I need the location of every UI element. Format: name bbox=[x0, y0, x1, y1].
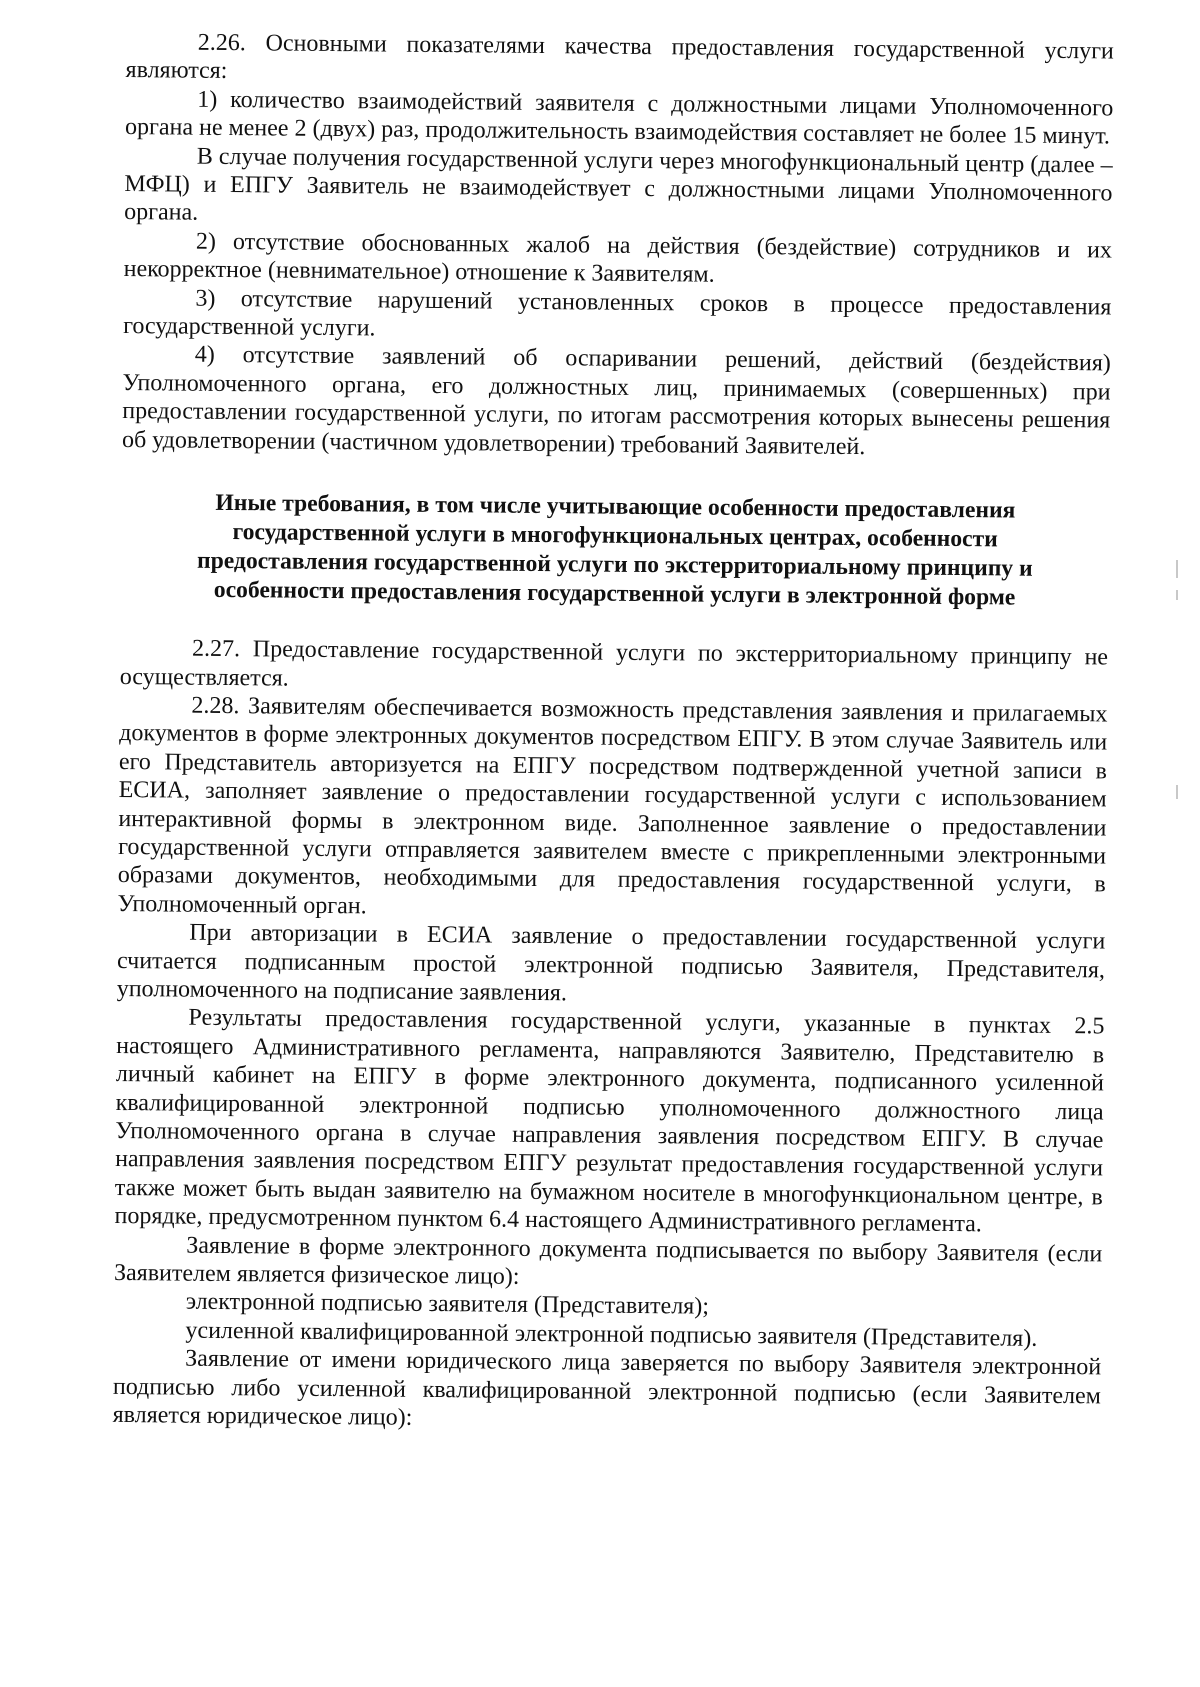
paragraph-signature-choice: Заявление в форме электронного документа подписывается по выбору Заявителя (если Заявителем является физическое лицо): bbox=[113, 1232, 1103, 1290]
paragraph-results: Результаты предоставления государственной услуги, указанные в пунктах 2.5 настоящего Административного регламента, направляются Заявителю, Представителю в личный кабинет на ЕПГУ в форме электронного документа, подписанного усиленной квалифицированной электронной подписью уполномоченного должностного лица Уполномоченного органа в случае направления заявления посредством ЕПГУ. В случае направления заявления посредством ЕПГУ результат предоставления государственной услуги также может быть выдан заявителю на бумажном носителе в многофункциональном центре, в порядке, предусмотренном пунктом 6.4 настоящего Административного регламента. bbox=[114, 1005, 1105, 1238]
paragraph-item-1: 1) количество взаимодействий заявителя с должностными лицами Уполномоченного органа не менее 2 (двух) раз, продолжительность взаимодействия составляет не более 15 минут. bbox=[124, 86, 1114, 150]
scan-edge-mark bbox=[1176, 560, 1178, 578]
heading-line: особенности предоставления государственной услуги в электронной форме bbox=[213, 576, 1016, 611]
section-heading bbox=[120, 488, 1109, 613]
list-item-simple-signature: электронной подписью заявителя (Представителя); bbox=[185, 1289, 710, 1321]
paragraph-2-28: 2.28. Заявителям обеспечивается возможность представления заявления и прилагаемых документов в форме электронных документов посредством ЕПГУ. В этом случае Заявитель или его Представитель авторизуется на ЕПГУ посредством подтвержденной учетной записи в ЕСИА, заполняет заявление о предоставлении государственной услуги с использованием интерактивной формы в электронном виде. Заполненное заявление о предоставлении государственной услуги отправляется заявителем вместе с прикрепленными электронными образами документов, необходимыми для предоставления государственной услуги, в Уполномоченный орган. bbox=[117, 692, 1108, 920]
paragraph-mfc: В случае получения государственной услуги через многофункциональный центр (далее – МФЦ) и ЕПГУ Заявитель не взаимодействует с должностными лицами Уполномоченного органа. bbox=[124, 143, 1113, 227]
paragraph-2-26: 2.26. Основными показателями качества предоставления государственной услуги являются: bbox=[125, 29, 1114, 85]
paragraph-legal-entity: Заявление от имени юридического лица заверяется по выбору Заявителя электронной подписью либо усиленной квалифицированной электронной подписью (если Заявителем является юридическое лицо): bbox=[112, 1345, 1102, 1431]
heading-line: Иные требования, в том числе учитывающие особенности предоставления bbox=[215, 489, 1016, 524]
scan-edge-mark bbox=[1176, 590, 1178, 600]
scan-edge-mark bbox=[1176, 785, 1178, 799]
paragraph-esia-auth: При авторизации в ЕСИА заявление о предоставлении государственной услуги считается подписанным простой электронной подписью Заявителя, Представителя, уполномоченного на подписание заявления. bbox=[116, 919, 1106, 1007]
paragraph-item-2: 2) отсутствие обоснованных жалоб на действия (бездействие) сотрудников и их некорректное (невнимательное) отношение к Заявителям. bbox=[123, 228, 1113, 288]
document-page bbox=[113, 28, 1114, 1439]
list-item-qualified-signature: усиленной квалифицированной электронной подписью заявителя (Представителя). bbox=[185, 1317, 1038, 1352]
paragraph-item-3: 3) отсутствие нарушений установленных сроков в процессе предоставления государственной услуги. bbox=[123, 285, 1112, 342]
heading-line: предоставления государственной услуги по экстерриториальному принципу и bbox=[196, 547, 1033, 582]
paragraph-2-27: 2.27. Предоставление государственной услуги по экстерриториальному принципу не осуществляется. bbox=[119, 635, 1109, 692]
heading-line: государственной услуги в многофункциональных центрах, особенности bbox=[232, 519, 998, 553]
paragraph-item-4: 4) отсутствие заявлений об оспаривании решений, действий (бездействия) Уполномоченного органа, его должностных лиц, принимаемых (совершенных) при предоставлении государственной услуги, по итогам рассмотрения которых вынесены решения об удовлетворении (частичном удовлетворении) требований Заявителей. bbox=[121, 342, 1111, 460]
